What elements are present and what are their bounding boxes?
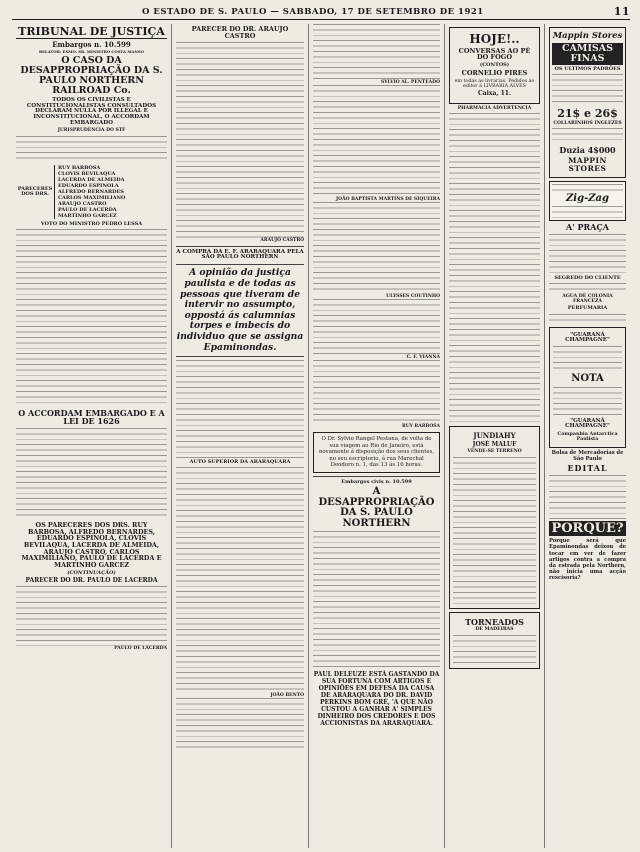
torneados-heading: TORNEADOS: [465, 616, 524, 627]
signature: PAULO DE LACERDA: [114, 646, 167, 652]
continuacao: (CONTINUAÇÃO): [67, 569, 116, 576]
signature: ARAUJO CASTRO: [260, 237, 304, 243]
column-2: [172, 24, 309, 848]
embargos-number: Embargos n. 10.599: [52, 39, 131, 49]
text-block: [176, 42, 304, 238]
porque-text: Porque será que Epaminondas deixou de tocar em ver de fazer artigos contra a compra da estrada pela Northern, não inicia uma acção rescisoria?: [549, 538, 626, 582]
text-block: [313, 24, 440, 80]
compra-heading: A COMPRA DA E. F. ARARAQUARA PELA SÃO PAULO NORTHERN: [176, 248, 304, 261]
jundiahy-ad: [449, 426, 540, 608]
pharmacia-heading: PHARMACIA ADVERTENCIA: [457, 105, 532, 111]
jurisprudence-label: JURISPRUDENCIA DO STF: [57, 128, 126, 134]
praca-heading: A' PRAÇA: [566, 222, 609, 233]
newspaper-title: O ESTADO DE S. PAULO — SABBADO, 17 DE SETEMBRO DE 1921: [141, 6, 484, 17]
torneados-ad: [449, 612, 540, 669]
signature: C. F. VIANNA: [406, 355, 440, 360]
bottom-headline: PAUL DELEUZE ESTÁ GASTANDO DA SUA FORTUNA COM ARTIGOS E OPINIÕES EM DEFESA DA CAUSA DE ARARAQUARA DO DR. DAVID PERKINS BOM GRÉ, 'A QUE NÃO CUSTOU A GANHAR A' SIMPLES DINHEIRO DOS CREDORES E DOS ACCIONISTAS DA ARARAQUARA.: [313, 671, 440, 728]
book-ad: [449, 27, 540, 104]
text-block: [16, 229, 167, 407]
signature: JOÃO BENTO: [270, 693, 304, 699]
ultimos-label: OS ULTIMOS PADRÕES: [554, 65, 621, 72]
parecer-name: ARAUJO CASTRO: [58, 200, 107, 207]
parecer-name: PAULO DE LACERDA: [58, 206, 117, 213]
text-block: [313, 299, 440, 355]
text-block: [553, 387, 622, 417]
signature: ULYSSES COUTINHO: [386, 294, 440, 299]
text-block: [16, 136, 167, 162]
parecer-name: LACERDA DE ALMEIDA: [58, 176, 125, 183]
auto-heading: AUTO SUPERIOR DA ARARAQUARA: [189, 459, 291, 466]
book-title: CONVERSAS AO PÉ DO FOGO: [458, 46, 531, 62]
accordam-heading: O ACCORDAM EMBARGADO E A LEI DE 1626: [18, 408, 165, 427]
subheadline: TODOS OS CIVILISTAS E CONSTITUCIONALISTAS CONSULTADOS DECLARAM NULLA POR ILLEGAL E INCONSTITUCIONAL, O ACCORDAM EMBARGADO: [26, 96, 157, 127]
text-block: [552, 128, 623, 144]
nota-heading: NOTA: [571, 373, 604, 385]
zig-zag-ad: [549, 181, 626, 222]
voto-label: VOTO DO MINISTRO PEDRO LESSA: [40, 220, 143, 227]
column-5: [545, 24, 630, 848]
pareceres-names: [54, 165, 125, 219]
parecer-name: CLOVIS BEVILAQUA: [58, 170, 116, 177]
camisas-heading: CAMISAS FINAS: [552, 43, 623, 65]
relator: RELATOR: EXMO. SR. MINISTRO COSTA MANSO: [39, 48, 144, 54]
text-block: [449, 113, 540, 423]
hoje-heading: HOJE!..: [469, 32, 520, 46]
parecer-name: MARTINHO GARCEZ: [58, 212, 117, 219]
section-title: TRIBUNAL DE JUSTIÇA: [16, 26, 167, 39]
text-block: [453, 457, 536, 605]
segredo-heading: SEGREDO DO CLIENTE: [554, 274, 621, 281]
columns: [12, 24, 630, 848]
parecer-lacerda: PARECER DO DR. PAULO DE LACERDA: [25, 577, 158, 585]
signature: JOÃO BAPTISTA MARTINS DE SIQUEIRA: [336, 197, 440, 202]
divider: [313, 476, 440, 477]
text-block: [552, 206, 623, 218]
text-block: [552, 74, 623, 106]
notice-box: O Dr. Sylvio Rangel Pestana, de volta de sua viagem ao Rio de Janeiro, está novamente á disposição dos seus clientes, no seu escriptorio, á rua Marechal Deodoro n. 1, das 13 ás 16 horas.: [313, 432, 440, 473]
text-block: [313, 531, 440, 669]
divider: [176, 264, 304, 265]
column-4: [445, 24, 545, 848]
text-block: [549, 314, 626, 324]
companhia-label: Companhia Antarctica Paulista: [557, 431, 618, 443]
book-caixa: Caixa, 11.: [477, 90, 512, 98]
jundiahy-heading: JUNDIAHY: [473, 431, 516, 441]
text-block: [553, 346, 622, 372]
parecer-name: ALFREDO BERNARDES: [58, 188, 124, 195]
mappin-ad: [549, 27, 626, 178]
opiniao-headline: A opinião da justiça paulista e de todas as pessoas que tiveram de intervir no assumpto, oppostá ás calumnias torpes e imbecis do individuo que se assigna Epaminondas.: [176, 267, 304, 353]
text-block: [549, 283, 626, 293]
mappin-footer: MAPPIN STORES: [568, 155, 607, 173]
parecer-castro: PARECER DO DR. ARAUJO CASTRO: [191, 25, 289, 40]
parecer-name: EDUARDO ESPINOLA: [58, 182, 119, 189]
text-block: [176, 360, 304, 458]
mappin-logo: Mappin Stores: [552, 31, 623, 41]
pareceres-list: [16, 165, 167, 219]
text-block: [313, 202, 440, 294]
book-subtitle: (CONTOS): [479, 62, 510, 69]
guarana-heading: "GUARANÁ CHAMPAGNE": [565, 331, 610, 344]
collarinhos-label: COLLARINHOS INGLEZES: [553, 120, 622, 126]
book-author: CORNELIO PIRES: [461, 69, 528, 78]
column-1: [12, 24, 172, 848]
divider: [176, 246, 304, 247]
bolsa-heading: Bolsa de Mercadorias de São Paulo: [551, 450, 624, 462]
text-block: [549, 475, 626, 519]
dozen-price: Duzia 4$000: [559, 145, 616, 156]
desapp-headline: A DESAPPROPRIAÇÃO DA S. PAULO NORTHERN: [318, 486, 435, 529]
guarana-ad: [549, 327, 626, 449]
column-3: [309, 24, 445, 848]
pareceres2-heading: OS PARECERES DOS DRS. RUY BARBOSA, ALFREDO BERNARDES, EDUARDO ESPINOLA, CLOVIS BEVILAQUA, LACERDA DE ALMEIDA, ARAUJO CASTRO, CARLOS MAXIMILIANO, PAULO DE LACERDA E MARTINHO GARCEZ: [21, 520, 162, 570]
text-block: [16, 586, 167, 646]
book-stores: em todas as livrarias. Pedidos ao editor á LIVRARIA ALVES: [454, 79, 535, 90]
page-number: 11: [613, 5, 630, 18]
parecer-name: RUY BARBOSA: [58, 164, 101, 171]
pareceres-label: PARECERES DOS DRS.: [17, 185, 53, 197]
parecer-name: CARLOS MAXIMILIANO: [58, 194, 126, 201]
embargos-box: Embargos civis n. 10.599: [341, 478, 412, 485]
headline: O CASO DA DESAPPROPRIAÇÃO DA S. PAULO NORTHERN RAILROAD Co.: [20, 54, 163, 96]
text-block: [176, 467, 304, 693]
text-block: [313, 85, 440, 197]
text-block: [313, 360, 440, 424]
jose-name: JOSÉ MALUF: [472, 440, 517, 448]
porque-heading: PORQUE?: [549, 521, 626, 537]
text-block: [552, 184, 623, 192]
text-block: [549, 234, 626, 274]
signature: SYLVIO AL. PENTEADO: [381, 80, 440, 85]
torneados-sub: DE MADEIRAS: [475, 627, 514, 633]
terreno-label: VENDE-SE TERRENO: [467, 449, 522, 455]
text-block: [453, 635, 536, 665]
preco: 21$ e 26$: [557, 107, 618, 121]
guarana-heading-2: "GUARANÁ CHAMPAGNE": [565, 417, 610, 430]
agua-heading: AGUA DE COLONIA FRANCEZA: [562, 293, 613, 304]
zig-zag-logo: Zig-Zag: [565, 192, 609, 204]
page-header: [12, 6, 630, 20]
text-block: [16, 428, 167, 520]
edital-heading: EDITAL: [567, 463, 608, 474]
divider: [176, 356, 304, 357]
text-block: [176, 698, 304, 748]
perfumaria-label: PERFUMARIA: [567, 305, 608, 312]
signature: RUY BARBOSA: [401, 424, 440, 429]
